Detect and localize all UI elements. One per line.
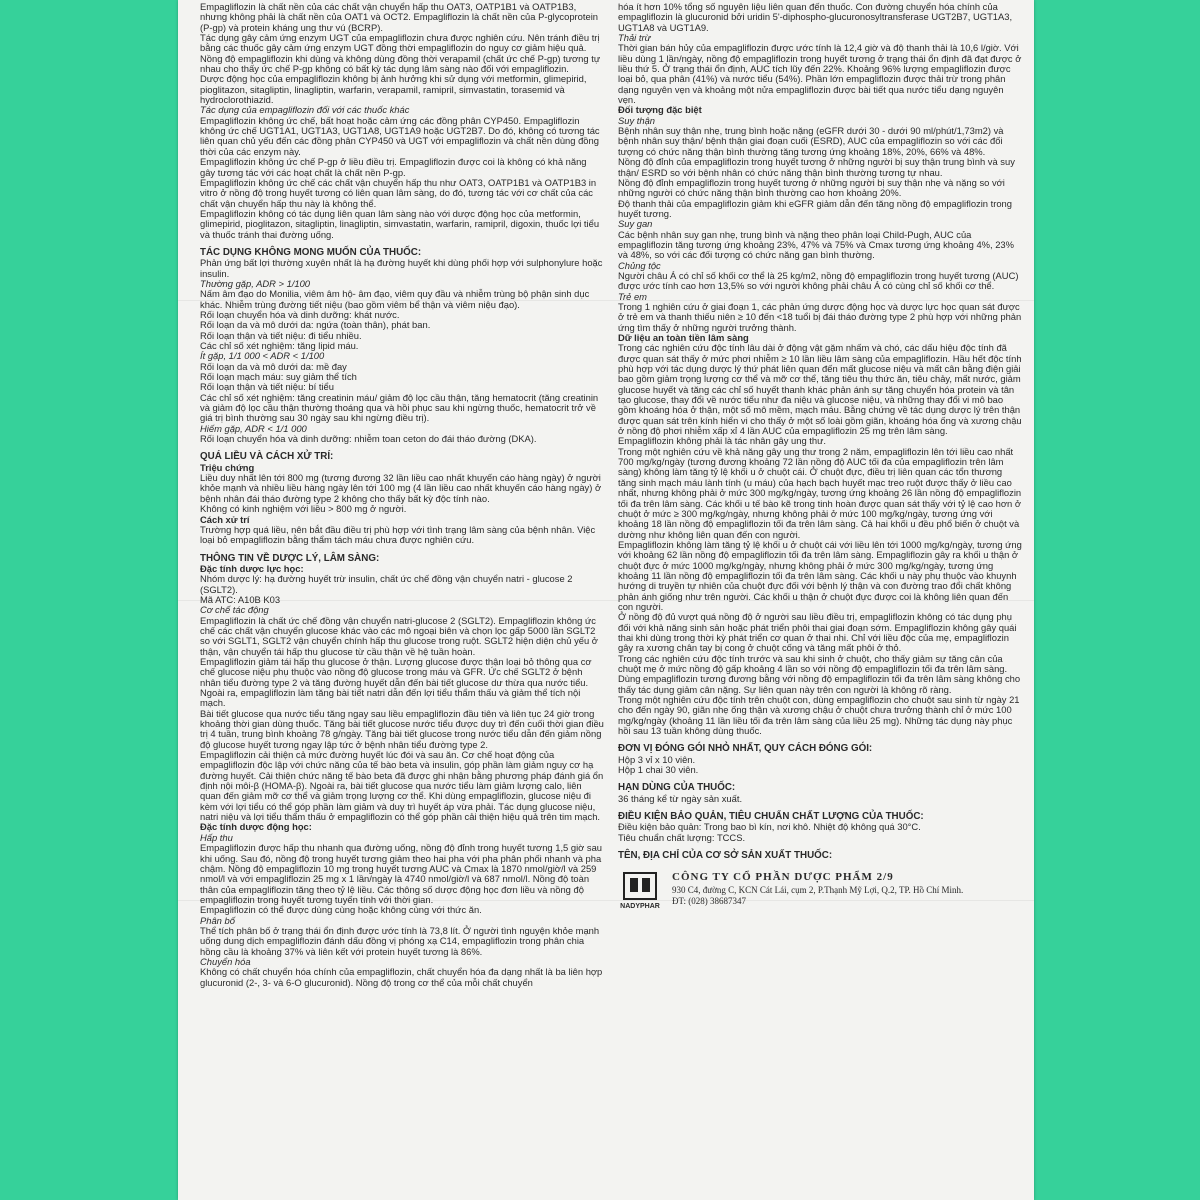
- paragraph: Rối loạn chuyển hóa và dinh dưỡng: khát nước.: [200, 308, 400, 320]
- section-heading: TÊN, ĐỊA CHỈ CỦA CƠ SỞ SẢN XUẤT THUỐC:: [618, 850, 833, 862]
- paragraph: Mã ATC: A10B K03: [200, 593, 281, 605]
- left-column: [200, 2, 604, 988]
- paragraph: Rối loạn thận và tiết niệu: đi tiểu nhiều.: [200, 329, 362, 341]
- paragraph: Empagliflozin không ức chế các chất vận chuyển hấp thu như OAT3, OATP1B1 và OATP1B3 in vitro ở nồng độ trong huyết tương có liên quan lâm sàng, do đó, tương tác với cơ chất của các chất vận chuyển hấp thu này là không thể.: [200, 176, 597, 209]
- paragraph: Nồng độ empagliflozin khi dùng và không dùng đồng thời verapamil (chất ức chế P-gp) tương tự nhau cho thấy ức chế P-gp không có bất kỳ tác dụng lâm sàng nào đối với empagliflozin.: [200, 52, 601, 75]
- paragraph: Trường hợp quá liều, nên bắt đầu điều trị phù hợp với tình trạng lâm sàng của bệnh nhân. Việc loại bỏ empagliflozin bằng thẩm tách máu chưa được nghiên cứu.: [200, 523, 596, 546]
- paragraph: Empagliflozin có thể được dùng cùng hoặc không cùng với thức ăn.: [200, 904, 482, 916]
- paragraph: Phản ứng bất lợi thường xuyên nhất là hạ đường huyết khi dùng phối hợp với sulphonylure hoặc insulin.: [200, 257, 603, 279]
- italic-subheading: Suy thận: [618, 114, 656, 126]
- paragraph: Thời gian bán hủy của empagliflozin được ước tính là 12,4 giờ và độ thanh thải là 10,6 l/giờ. Với liều dùng 1 lần/ngày, nồng độ empagliflozin trong huyết tương ở trạng thái ổn định đã đạt được ở liều thứ 5. Ở trạng thái ổn định, AUC tích lũy đến 22%. Khoảng 96% lượng empagliflozin được loại bỏ, qua phân (41%) và nước tiểu (54%). Phần lớn empagliflozin được thải trừ trong phân dạng nguyên vẹn và khoảng một nửa empagliflozin được bài tiết qua nước tiểu dạng nguyên vẹn.: [618, 42, 1022, 106]
- section-heading: THÔNG TIN VỀ DƯỢC LÝ, LÂM SÀNG:: [200, 552, 380, 564]
- right-column: [618, 2, 1022, 912]
- paragraph: Các chỉ số xét nghiệm: tăng lipid máu.: [200, 340, 359, 351]
- paragraph: Empagliflozin không làm tăng tỷ lệ khối u ở chuột cái với liều lên tới 1000 mg/kg/ngày, tương ứng với khoảng 62 lần nồng độ empagliflozin tối đa trên lâm sàng. Empagliflozin gây ra khối u thận ở chuột đực ở mức 1000 mg/kg/ngày, nhưng không phải ở mức 300 mg/kg/ngày, tương ứng khoảng 11 lần nồng độ empagliflozin tối đa trên lâm sàng. Các khối u này phụ thuộc vào khuynh hướng di truyền tự nhiên của chuột đực đối với bệnh lý thận và con đường trao đổi chất không phản ánh giống như trên người. Các khối u thận ở chuột đực được coi là không liên quan đến con người.: [618, 538, 1022, 612]
- italic-subheading: Suy gan: [618, 218, 653, 230]
- italic-subheading: Chuyển hóa: [200, 955, 251, 967]
- paragraph: Empagliflozin không ức chế, bất hoạt hoặc cảm ứng các đồng phân CYP450. Empagliflozin không ức chế UGT1A1, UGT1A3, UGT1A8, UGT1A9 hoặc UGT2B7. Do đó, không có tương tác liên quan chủ yếu đến các đồng phân CYP450 và UGT với empagliflozin và chất nền dùng đồng thời của các enzym này.: [200, 114, 600, 157]
- paragraph: Dược động học của empagliflozin không bị ảnh hưởng khi sử dụng với metformin, glimepirid, pioglitazon, sitagliptin, linagliptin, warfarin, verapamil, ramipril, simvastatin, torasemid và hydroclorothiazid.: [200, 73, 587, 106]
- paragraph: Trong một nghiên cứu về khả năng gây ung thư trong 2 năm, empagliflozin lên tới liều cao nhất 700 mg/kg/ngày (tương đương khoảng 72 lần nồng độ AUC tối đa của empagliflozin trên lâm sàng) không làm tăng tỷ lệ khối u ở chuột cái. Ở chuột đực, điều trị liên quan các tổn thương tăng sinh mạch máu lành tính (u máu) của hạch bạch huyết mạc treo ruột được thấy ở liều cao nhất, nhưng không phải ở mức 300 mg/kg/ngày, tương ứng khoảng 26 lần nồng độ empagliflozin tối đa trên lâm sàng. Các khối u tế bào kẽ trong tinh hoàn được quan sát thấy với tỷ lệ cao hơn ở chuột ở mức ≥ 300 mg/kg/ngày, nhưng không phải ở mức 100 mg/kg/ngày, tương ứng với khoảng 18 lần nồng độ empagliflozin tối đa trên lâm sàng. Cả hai khối u đều phổ biến ở chuột và dường như không liên quan đến con người.: [618, 445, 1022, 540]
- section-heading: ĐIỀU KIỆN BẢO QUẢN, TIÊU CHUẨN CHẤT LƯỢNG CỦA THUỐC:: [618, 811, 924, 823]
- paragraph: Bài tiết glucose qua nước tiểu tăng ngay sau liều empagliflozin đầu tiên và liên tục 24 giờ trong khoảng thời gian dùng thuốc. Tăng bài tiết glucose nước tiểu được duy trì đến cuối thời gian điều trị 4 tuần, trung bình khoảng 78 g/ngày. Tăng bài tiết glucose trong nước tiểu dẫn đến giảm nồng độ glucose huyết tương ngay lập tức ở bệnh nhân tiểu đường type 2.: [200, 707, 604, 750]
- paragraph: Tiêu chuẩn chất lượng: TCCS.: [618, 831, 746, 843]
- logo-text: NADYPHAR: [620, 902, 660, 910]
- subheading: Đặc tính dược động học:: [200, 821, 312, 833]
- manufacturer-name: CÔNG TY CỔ PHẦN DƯỢC PHẨM 2/9: [672, 870, 894, 883]
- paragraph: Empagliflozin là chất ức chế đồng vận chuyển natri-glucose 2 (SGLT2). Empagliflozin không ức chế các chất vận chuyển glucose khác vào các mô ngoại biên và chọn lọc gấp 5000 lần SGLT2 so với SGLT1, SGLT2 vận chuyển chính hấp thu glucose trong ruột. SGLT2 hiện diện chủ yếu ở thận, vận chuyển tái hấp thu glucose từ cầu thận về hệ tuần hoàn.: [200, 614, 598, 657]
- manufacturer-address: 930 C4, đường C, KCN Cát Lái, cụm 2, P.Thạnh Mỹ Lợi, Q.2, TP. Hồ Chí Minh.: [672, 884, 964, 895]
- paragraph: Hộp 1 chai 30 viên.: [618, 764, 699, 776]
- subheading: Đối tượng đặc biệt: [618, 104, 702, 116]
- paragraph: Các bệnh nhân suy gan nhẹ, trung bình và nặng theo phân loại Child-Pugh, AUC của empagliflozin tăng tương ứng khoảng 23%, 47% và 75% và Cmax tương ứng khoảng 4%, 23% và 48%, so với các đối tượng có chức năng gan bình thường.: [618, 228, 1014, 261]
- paragraph: Điều kiện bảo quản: Trong bao bì kín, nơi khô. Nhiệt độ không quá 30°C.: [618, 821, 921, 833]
- section-heading: ĐƠN VỊ ĐÓNG GÓI NHỎ NHẤT, QUY CÁCH ĐÓNG GÓI:: [618, 743, 873, 755]
- paragraph: hóa ít hơn 10% tổng số nguyên liệu liên quan đến thuốc. Con đường chuyển hóa chính của empagliflozin là glucuronid bởi uridin 5'-diphospho-glucuronosyltransferase UGT2B7, UGT1A3, UGT1A8 và UGT1A9.: [618, 1, 1013, 33]
- paragraph: Trong các nghiên cứu độc tính lâu dài ở động vật gặm nhấm và chó, các dấu hiệu độc tính đã được quan sát thấy ở mức phơi nhiễm ≥ 10 lần liều lâm sàng của empagliflozin. Hầu hết độc tính phù hợp với tác dụng dược lý thứ phát liên quan đến mất glucose niệu và mất cân bằng điện giải bao gồm giảm trọng lượng cơ thể và mỡ cơ thể, tăng tiêu thụ thức ăn, tiêu chảy, mất nước, giảm glucose huyết và tăng các chỉ số huyết thanh khác phản ánh sự tăng chuyển hóa protein và tân tạo glucose, thay đổi về nước tiểu như đa niệu và glucose niệu, và những thay đổi vi mô bao gồm khoáng hóa ở thận, một số mô mềm, mạch máu. Bằng chứng về tác dụng dược lý trên thận được quan sát trên kính hiển vi cho thấy ở một số loài gồm giãn, khoáng hóa ống và xương chậu ở nồng độ phơi nhiễm xấp xỉ 4 lần AUC của empagliflozin 25 mg trên lâm sàng.: [618, 342, 1022, 437]
- paragraph: Nấm âm đạo do Monilia, viêm âm hộ- âm đạo, viêm quy đầu và nhiễm trùng bộ phận sinh dục khác. Nhiễm trùng đường tiết niệu (bao gồm viêm bể thận và viêm niệu đạo).: [200, 288, 590, 310]
- italic-subheading: Tác dụng của empagliflozin đối với các thuốc khác: [200, 104, 410, 116]
- paragraph: Rối loạn da và mô dưới da: mề đay: [200, 360, 347, 372]
- paragraph: Rối loạn mạch máu: suy giảm thể tích: [200, 371, 357, 383]
- paragraph: Ở nồng độ đủ vượt quá nồng độ ở người sau liều điều trị, empagliflozin không có tác dụng phụ đối với khả năng sinh sản hoặc phát triển phôi thai giai đoạn sớm. Empagliflozin không gây quái thai khi dùng trong thời kỳ phát triển cơ quan ở thai nhi. Chỉ với liều độc của mẹ, empagliflozin gây ra xương chân tay bị cong ở chuột cống và tăng mất phôi ở thỏ.: [618, 611, 1017, 654]
- logo-icon: [623, 872, 657, 900]
- paragraph: Empagliflozin giảm tái hấp thu glucose ở thận. Lượng glucose được thận loại bỏ thông qua cơ chế glucose niệu phụ thuộc vào nồng độ glucose trong máu và GFR. Ức chế SGLT2 ở bệnh nhân tiểu đường type 2 và tăng đường huyết dẫn đến bài tiết glucose dư thừa qua nước tiểu. Ngoài ra, empagliflozin làm tăng bài tiết natri dẫn đến lợi tiểu thẩm thấu và giảm thể tích nội mạch.: [200, 655, 592, 709]
- manufacturer-block: [618, 872, 1022, 912]
- italic-subheading: Thải trừ: [618, 32, 651, 44]
- manufacturer-logo: [618, 872, 662, 912]
- paragraph: Không có kinh nghiệm với liều > 800 mg ở người.: [200, 503, 407, 515]
- italic-subheading: Ít gặp, 1/1 000 < ADR < 1/100: [200, 350, 325, 362]
- paragraph: Liều duy nhất lên tới 800 mg (tương đương 32 lần liều cao nhất khuyến cáo hàng ngày) ở người khỏe mạnh và nhiều liều hàng ngày lên tới 100 mg (4 lần liều cao nhất khuyến cáo hàng ngày) ở bệnh nhân đái tháo đường type 2 không cho thấy bất kỳ độc tính nào.: [200, 472, 602, 504]
- paragraph: Thể tích phân bố ở trạng thái ổn định được ước tính là 73,8 lít. Ở người tình nguyện khỏe mạnh uống dung dịch empagliflozin đánh dấu đồng vị phóng xạ C14, empagliflozin trong phân chia hồng cầu là khoảng 37% và liên kết với protein huyết tương là 86%.: [200, 924, 600, 957]
- paragraph: Nồng độ đỉnh empagliflozin trong huyết tương ở những người bị suy thận nhẹ và nặng so với những người có chức năng thận bình thường cao hơn khoảng 20%.: [618, 176, 1005, 199]
- manufacturer-phone: ĐT: (028) 38687347: [672, 895, 747, 906]
- section-heading: QUÁ LIỀU VÀ CÁCH XỬ TRÍ:: [200, 451, 334, 463]
- right-column-body: [618, 2, 1022, 862]
- paragraph: 36 tháng kể từ ngày sản xuất.: [618, 792, 743, 804]
- section-heading: HẠN DÙNG CỦA THUỐC:: [618, 782, 736, 794]
- paragraph: Người châu Á có chỉ số khối cơ thể là 25 kg/m2, nồng độ empagliflozin trong huyết tương (AUC) được ước tính cao hơn 13,5% so với người không phải châu Á có cùng chỉ số khối cơ thể.: [618, 269, 1019, 292]
- manufacturer-info: [672, 872, 963, 907]
- paragraph: Nhóm dược lý: hạ đường huyết trừ insulin, chất ức chế đồng vận chuyển natri - glucose 2 (SGLT2).: [200, 573, 573, 595]
- italic-subheading: Hiếm gặp, ADR < 1/1 000: [200, 422, 307, 434]
- paragraph: Trong các nghiên cứu độc tính trước và sau khi sinh ở chuột, cho thấy giảm sự tăng cân của chuột mẹ ở mức nồng độ gấp khoảng 4 lần so với nồng độ empagliflozin tối đa trên lâm sàng. Dùng empagliflozin tương đương bằng với nồng độ empagliflozin tối đa trên lâm sàng không cho thấy tác dụng giảm cân nặng. Sự liên quan này trên con người là không rõ ràng.: [618, 652, 1021, 695]
- paragraph: Rối loạn thận và tiết niệu: bí tiểu: [200, 381, 334, 393]
- paragraph: Không có chất chuyển hóa chính của empagliflozin, chất chuyển hóa đa dạng nhất là ba liên hợp glucuronid (2-, 3- và 6-O glucuronid). Nồng độ trong cơ thể của mỗi chất chuyển: [200, 966, 603, 988]
- italic-subheading: Thường gặp, ADR > 1/100: [200, 277, 311, 289]
- paragraph: Bệnh nhân suy thận nhẹ, trung bình hoặc nặng (eGFR dưới 30 - dưới 90 ml/phút/1,73m2) và bệnh nhân suy thận/ bệnh thận giai đoạn cuối (ESRD), AUC của empagliflozin so với các đối tượng có chức năng thận bình thường tăng tương ứng khoảng 18%, 20%, 66% và 48%.: [618, 125, 1004, 157]
- paragraph: Empagliflozin được hấp thu nhanh qua đường uống, nồng độ đỉnh trong huyết tương 1,5 giờ sau khi uống. Sau đó, nồng độ trong huyết tương giảm theo hai pha với pha phân phối nhanh và pha chậm. Nồng độ empagliflozin 10 mg trong huyết tương AUC và Cmax là 1870 nmol/giờ/l và 259 nmol/l và với empagliflozin 25 mg x 1 lần/ngày là 4740 nmol/giờ/l và 687 nmol/l. Nồng độ toàn thân của empagliflozin tăng theo tỷ lệ liều. Các thông số dược động học đơn liều và nồng độ empagliflozin trong huyết tương tuyến tính với thời gian.: [200, 842, 603, 905]
- section-heading: TÁC DỤNG KHÔNG MONG MUỐN CỦA THUỐC:: [200, 246, 422, 258]
- paragraph: Rối loạn chuyển hóa và dinh dưỡng: nhiễm toan ceton do đái tháo đường (DKA).: [200, 433, 537, 445]
- paragraph: Các chỉ số xét nghiệm: tăng creatinin máu/ giảm độ lọc cầu thận, tăng hematocrit (tăng creatinin và giảm độ lọc cầu thận thường thoáng qua và hồi phục sau khi ngừng thuốc, hematocrit trở về giá trị bình thường sau 30 ngày sau khi ngừng điều trị).: [200, 391, 599, 424]
- subheading: Triệu chứng: [200, 461, 255, 473]
- italic-subheading: Cơ chế tác động: [200, 604, 269, 616]
- paragraph: Độ thanh thải của empagliflozin giảm khi eGFR giảm dẫn đến tăng nồng độ empagliflozin trong huyết tương.: [618, 197, 1012, 219]
- paragraph: Nồng độ đỉnh của empagliflozin trong huyết tương ở những người bị suy thận trung bình và suy thận/ ESRD so với bệnh nhân có chức năng thận bình thường tương tự nhau.: [618, 156, 1015, 178]
- paragraph: Empagliflozin cải thiện cả mức đường huyết lúc đói và sau ăn. Cơ chế hoạt động của empagliflozin độc lập với chức năng của tế bào beta và insulin, góp phần làm giảm nguy cơ hạ đường huyết. Cải thiện chức năng tế bào beta đã được ghi nhận bằng phương pháp đánh giá ổn định nội môi-β (HOMA-β). Ngoài ra, bài tiết glucose qua nước tiểu làm giảm lượng calo, liên quan đến giảm mỡ cơ thể và giảm trọng lượng cơ thể. Khi dùng empagliflozin, glucose niệu đi kèm với lợi tiểu có thể góp phần làm giảm và duy trì huyết áp vừa phải. Tác dụng glucose niệu, natri niệu và lợi tiểu thẩm thấu ở empagliflozin có thể góp phần cải thiện hiệu quả trên tim mạch.: [200, 749, 604, 823]
- paragraph: Hộp 3 vỉ x 10 viên.: [618, 753, 696, 765]
- paragraph: Empagliflozin không ức chế P-gp ở liều điều trị. Empagliflozin được coi là không có khả năng gây tương tác với các hoạt chất là chất nền P-gp.: [200, 156, 587, 178]
- leaflet-sheet: [178, 0, 1034, 1200]
- paragraph: Tác dụng gây cảm ứng enzym UGT của empagliflozin chưa được nghiên cứu. Nên tránh điều trị bằng các thuốc gây cảm ứng enzym UGT đồng thời empagliflozin do nguy cơ giảm hiệu quả.: [200, 32, 600, 54]
- subheading: Cách xử trí: [200, 513, 250, 525]
- italic-subheading: Hấp thu: [200, 831, 233, 843]
- subheading: Dữ liệu an toàn tiền lâm sàng: [618, 332, 749, 343]
- paragraph: Trong 1 nghiên cứu ở giai đoạn 1, các phản ứng dược động học và dược lực học quan sát được ở trẻ em và thanh thiếu niên ≥ 10 đến <18 tuổi bị đái tháo đường type 2 phù hợp với những phản ứng tìm thấy ở những người trưởng thành.: [618, 300, 1022, 333]
- italic-subheading: Trẻ em: [618, 290, 647, 302]
- italic-subheading: Phân bố: [200, 914, 235, 926]
- paragraph: Empagliflozin không phải là tác nhân gây ung thư.: [618, 435, 826, 447]
- paragraph: Empagliflozin không có tác dụng liên quan lâm sàng nào với dược động học của metformin, glimepirid, pioglitazon, sitagliptin, linagliptin, simvastatin, warfarin, ramipril, digoxin, thuốc lợi tiểu và thuốc tránh thai đường uống.: [200, 207, 600, 240]
- subheading: Đặc tính dược lực học:: [200, 562, 304, 574]
- paragraph: Trong một nghiên cứu độc tính trên chuột con, dùng empagliflozin cho chuột sau sinh từ ngày 21 cho đến ngày 90, giãn nhẹ ống thận và xương chậu ở chuột chưa trưởng thành chỉ ở mức 100 mg/kg/ngày (khoảng 11 lần liều tối đa trên lâm sàng của liều 25 mg). Những tác dụng này phục hồi sau 13 tuần không dùng thuốc.: [618, 694, 1020, 737]
- paragraph: Empagliflozin là chất nền của các chất vận chuyển hấp thu OAT3, OATP1B1 và OATP1B3, nhưng không phải là chất nền của OAT1 và OCT2. Empagliflozin là chất nền của P-glycoprotein (P-gp) và protein kháng ung thư vú (BCRP).: [200, 1, 598, 33]
- italic-subheading: Chủng tộc: [618, 259, 661, 271]
- paragraph: Rối loạn da và mô dưới da: ngứa (toàn thân), phát ban.: [200, 319, 431, 331]
